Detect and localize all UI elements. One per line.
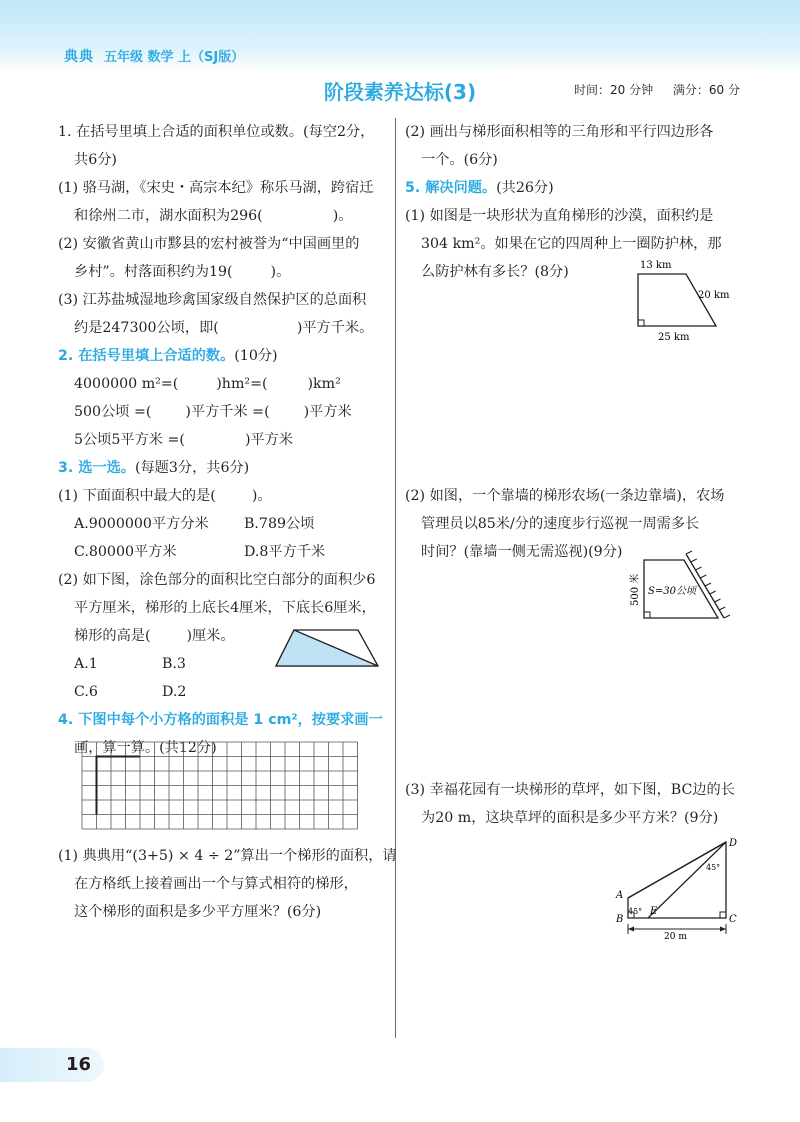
q3-1-options-row-2	[58, 538, 388, 566]
q3-2-text: (2) 如下图，涂色部分的面积比空白部分的面积少6	[58, 572, 376, 588]
q5-3-text: (3) 幸福花园有一块梯形的草坪，如下图，BC边的长	[405, 782, 735, 798]
page-title: 阶段素养达标(3)	[323, 80, 477, 104]
fig2-side-label: 500 米	[630, 573, 641, 606]
option-b[interactable]: B.789公顷	[244, 516, 315, 532]
q1-1-text: (1) 骆马湖，《宋史・高宗本纪》称乐马湖，跨宿迁	[58, 180, 374, 196]
fig3-label-d: D	[729, 838, 738, 849]
farm-trapezoid-figure	[628, 546, 740, 632]
wall-hatch	[696, 567, 702, 570]
q3-1-options-row-1	[58, 510, 388, 538]
option-a[interactable]: A.1	[74, 656, 98, 672]
q2-heading: 2. 在括号里填上合适的数。(10分)	[58, 348, 278, 364]
fig1-slant-label: 20 km	[698, 290, 730, 301]
q1-heading: 1. 在括号里填上合适的面积单位或数。(每空2分，	[58, 124, 375, 140]
q4-heading: 4. 下图中每个小方格的面积是 1 cm²，按要求画一	[58, 712, 383, 728]
option-c[interactable]: C.80000平方米	[74, 544, 177, 560]
q3-1-text: (1) 下面面积中最大的是( )。	[58, 488, 272, 504]
option-c[interactable]: C.6	[74, 684, 98, 700]
q1-2-text: (2) 安徽省黄山市黟县的宏村被誉为“中国画里的	[58, 236, 360, 252]
exam-meta	[574, 81, 740, 98]
q2-row-2: 500公顷 =( )平方千米 =( )平方米	[74, 404, 352, 420]
q1-heading-cont: 共6分)	[74, 152, 117, 168]
lawn-trapezoid-figure	[610, 836, 750, 940]
option-a[interactable]: A.9000000平方分米	[74, 516, 209, 532]
fig3-label-a: A	[616, 890, 624, 901]
brand-logo: 典典	[64, 49, 94, 65]
q5-2-text: (2) 如图，一个靠墙的梯形农场(一条边靠墙)，农场	[405, 488, 725, 504]
square-grid-paper[interactable]	[81, 741, 361, 833]
wall-hatch	[705, 583, 711, 586]
q4-1-text-3: 这个梯形的面积是多少平方厘米？(6分)	[74, 904, 322, 920]
q4-heading-cont: 画，算一算。(共12分)	[74, 740, 217, 756]
option-d[interactable]: D.8平方千米	[244, 544, 326, 560]
book-label: 五年级 数学 上（SJ版）	[104, 50, 245, 65]
option-d[interactable]: D.2	[162, 684, 187, 700]
fig3-angle-top: 45°	[706, 863, 721, 872]
q5-3-text-2: 为20 m，这块草坪的面积是多少平方米？(9分)	[421, 810, 719, 826]
fig1-top-label: 13 km	[640, 260, 672, 271]
option-b[interactable]: B.3	[162, 656, 186, 672]
desert-trapezoid-figure	[620, 256, 760, 346]
q1-1-blank-line: 和徐州二市，湖水面积为296( )。	[74, 208, 353, 224]
q3-heading: 3. 选一选。(每题3分，共6分)	[58, 460, 250, 476]
fig3-label-c: C	[729, 914, 737, 925]
q2-row-3: 5公顷5平方米 =( )平方米	[74, 432, 294, 448]
page-number: 16	[66, 1054, 92, 1075]
q3-2-text-3: 梯形的高是( )厘米。	[74, 628, 235, 644]
trapezoid-shaded-figure	[272, 628, 382, 670]
wall-hatch	[700, 575, 706, 578]
q4-2-text-2: 一个。(6分)	[421, 152, 498, 168]
fig3-label-b: B	[616, 914, 624, 925]
fig1-bottom-label: 25 km	[658, 332, 690, 343]
wall-hatch	[719, 607, 725, 610]
q1-2-blank-line: 乡村”。村落面积约为19( )。	[74, 264, 291, 280]
q1-3-text: (3) 江苏盐城湿地珍禽国家级自然保护区的总面积	[58, 292, 367, 308]
q3-2-options-row-2	[58, 678, 388, 706]
wall-hatch	[691, 559, 697, 562]
wall-hatch	[724, 615, 730, 618]
q5-1-text-3: 么防护林有多长？(8分)	[421, 264, 569, 280]
fig2-area-label: S=30公顷	[648, 586, 696, 597]
fig3-bc-label: 20 m	[664, 932, 687, 940]
q4-1-text-2: 在方格纸上接着画出一个与算式相符的梯形，	[74, 876, 358, 892]
q4-2-text: (2) 画出与梯形面积相等的三角形和平行四边形各	[405, 124, 714, 140]
time-limit: 时间：20 分钟	[574, 83, 654, 97]
fig3-angle-bottom: 45°	[628, 907, 643, 916]
q5-1-text-2: 304 km²。如果在它的四周种上一圈防护林，那	[421, 236, 722, 252]
q4-1-block	[58, 842, 397, 926]
fig3-label-e: E	[650, 906, 658, 917]
q5-2-text-3: 时间？(靠墙一侧无需巡视)(9分)	[421, 544, 623, 560]
q3-2-text-2: 平方厘米，梯形的上底长4厘米，下底长6厘米，	[74, 600, 376, 616]
q2-row-1: 4000000 m²=( )hm²=( )km²	[74, 376, 341, 392]
q5-1-text: (1) 如图是一块形状为直角梯形的沙漠，面积约是	[405, 208, 714, 224]
q4-1-text: (1) 典典用“(3+5) × 4 ÷ 2”算出一个梯形的面积，请	[58, 848, 397, 864]
q5-2-text-2: 管理员以85米/分的速度步行巡视一周需多长	[421, 516, 700, 532]
column-divider	[395, 118, 396, 1038]
q5-heading: 5. 解决问题。(共26分)	[405, 180, 554, 196]
wall-hatch	[710, 591, 716, 594]
wall-hatch	[715, 599, 721, 602]
wall-hatch	[686, 551, 692, 554]
q1-3-blank-line: 约是247300公顷，即( )平方千米。	[74, 320, 374, 336]
q5-3-block	[405, 776, 750, 832]
full-score: 满分：60 分	[672, 83, 741, 97]
